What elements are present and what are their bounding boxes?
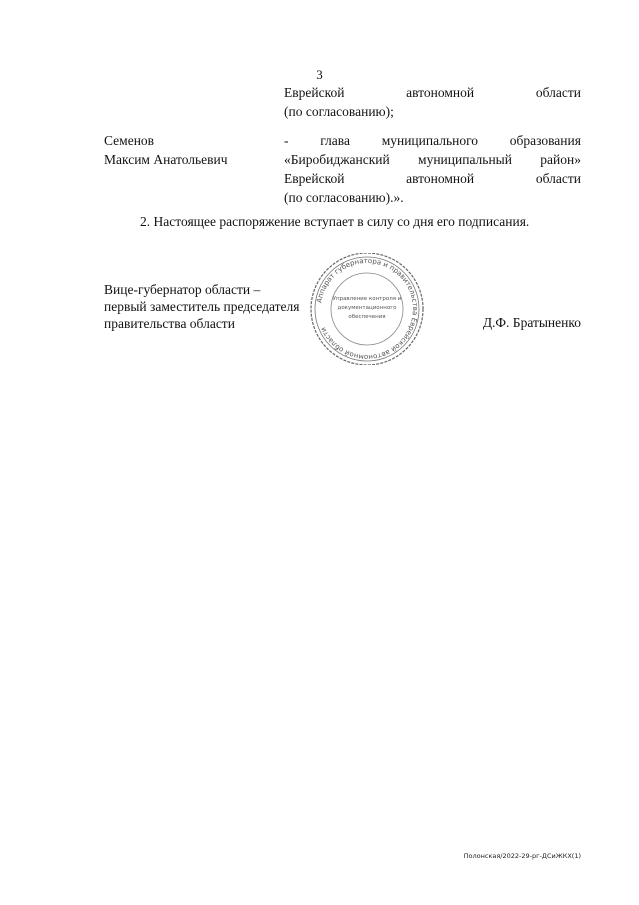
member-surname: Семенов — [104, 133, 155, 148]
word: муниципальный — [418, 152, 512, 167]
signatory-name: Д.Ф. Братыненко — [482, 315, 581, 330]
stamp-center-line: документационного — [337, 305, 397, 311]
official-stamp-seal — [305, 253, 429, 365]
justified-line — [284, 150, 581, 169]
word: район» — [540, 152, 581, 167]
word: глава — [320, 133, 350, 148]
entry-continuation — [284, 83, 581, 121]
word: муниципального — [381, 133, 479, 148]
paragraph-2: 2. Настоящее распоряжение вступает в силу со дня его подписания. — [140, 214, 530, 229]
stamp-center-line: Управление контроля и — [332, 296, 402, 302]
position-line: правительства области — [104, 316, 235, 331]
page-number: 3 — [316, 67, 323, 82]
position-line: первый заместитель председателя — [104, 299, 300, 314]
document-footer-code: Полонская/2022-29-рг-ДСиЖКХ(1) — [463, 852, 581, 860]
word: Еврейской — [284, 171, 345, 186]
signatory-position — [104, 281, 299, 332]
word: автономной — [406, 85, 475, 100]
stamp-ring-text: Аппарат губернатора и правительства Еврейской автономной области — [315, 256, 420, 362]
justified-line — [284, 131, 581, 150]
word: образования — [509, 133, 581, 148]
word: автономной — [406, 171, 475, 186]
text-line: (по согласованию).». — [284, 190, 404, 205]
member-description — [284, 131, 581, 207]
justified-line — [284, 83, 581, 102]
word: - — [284, 133, 289, 148]
member-name — [104, 131, 228, 169]
justified-line — [284, 169, 581, 188]
position-line: Вице-губернатор области – — [104, 282, 261, 297]
member-given-names: Максим Анатольевич — [104, 152, 228, 167]
word: области — [535, 171, 581, 186]
stamp-center-line: обеспечения — [348, 314, 386, 320]
word: области — [535, 85, 581, 100]
text-line: (по согласованию); — [284, 104, 394, 119]
word: Еврейской — [284, 85, 345, 100]
word: «Биробиджанский — [284, 152, 390, 167]
